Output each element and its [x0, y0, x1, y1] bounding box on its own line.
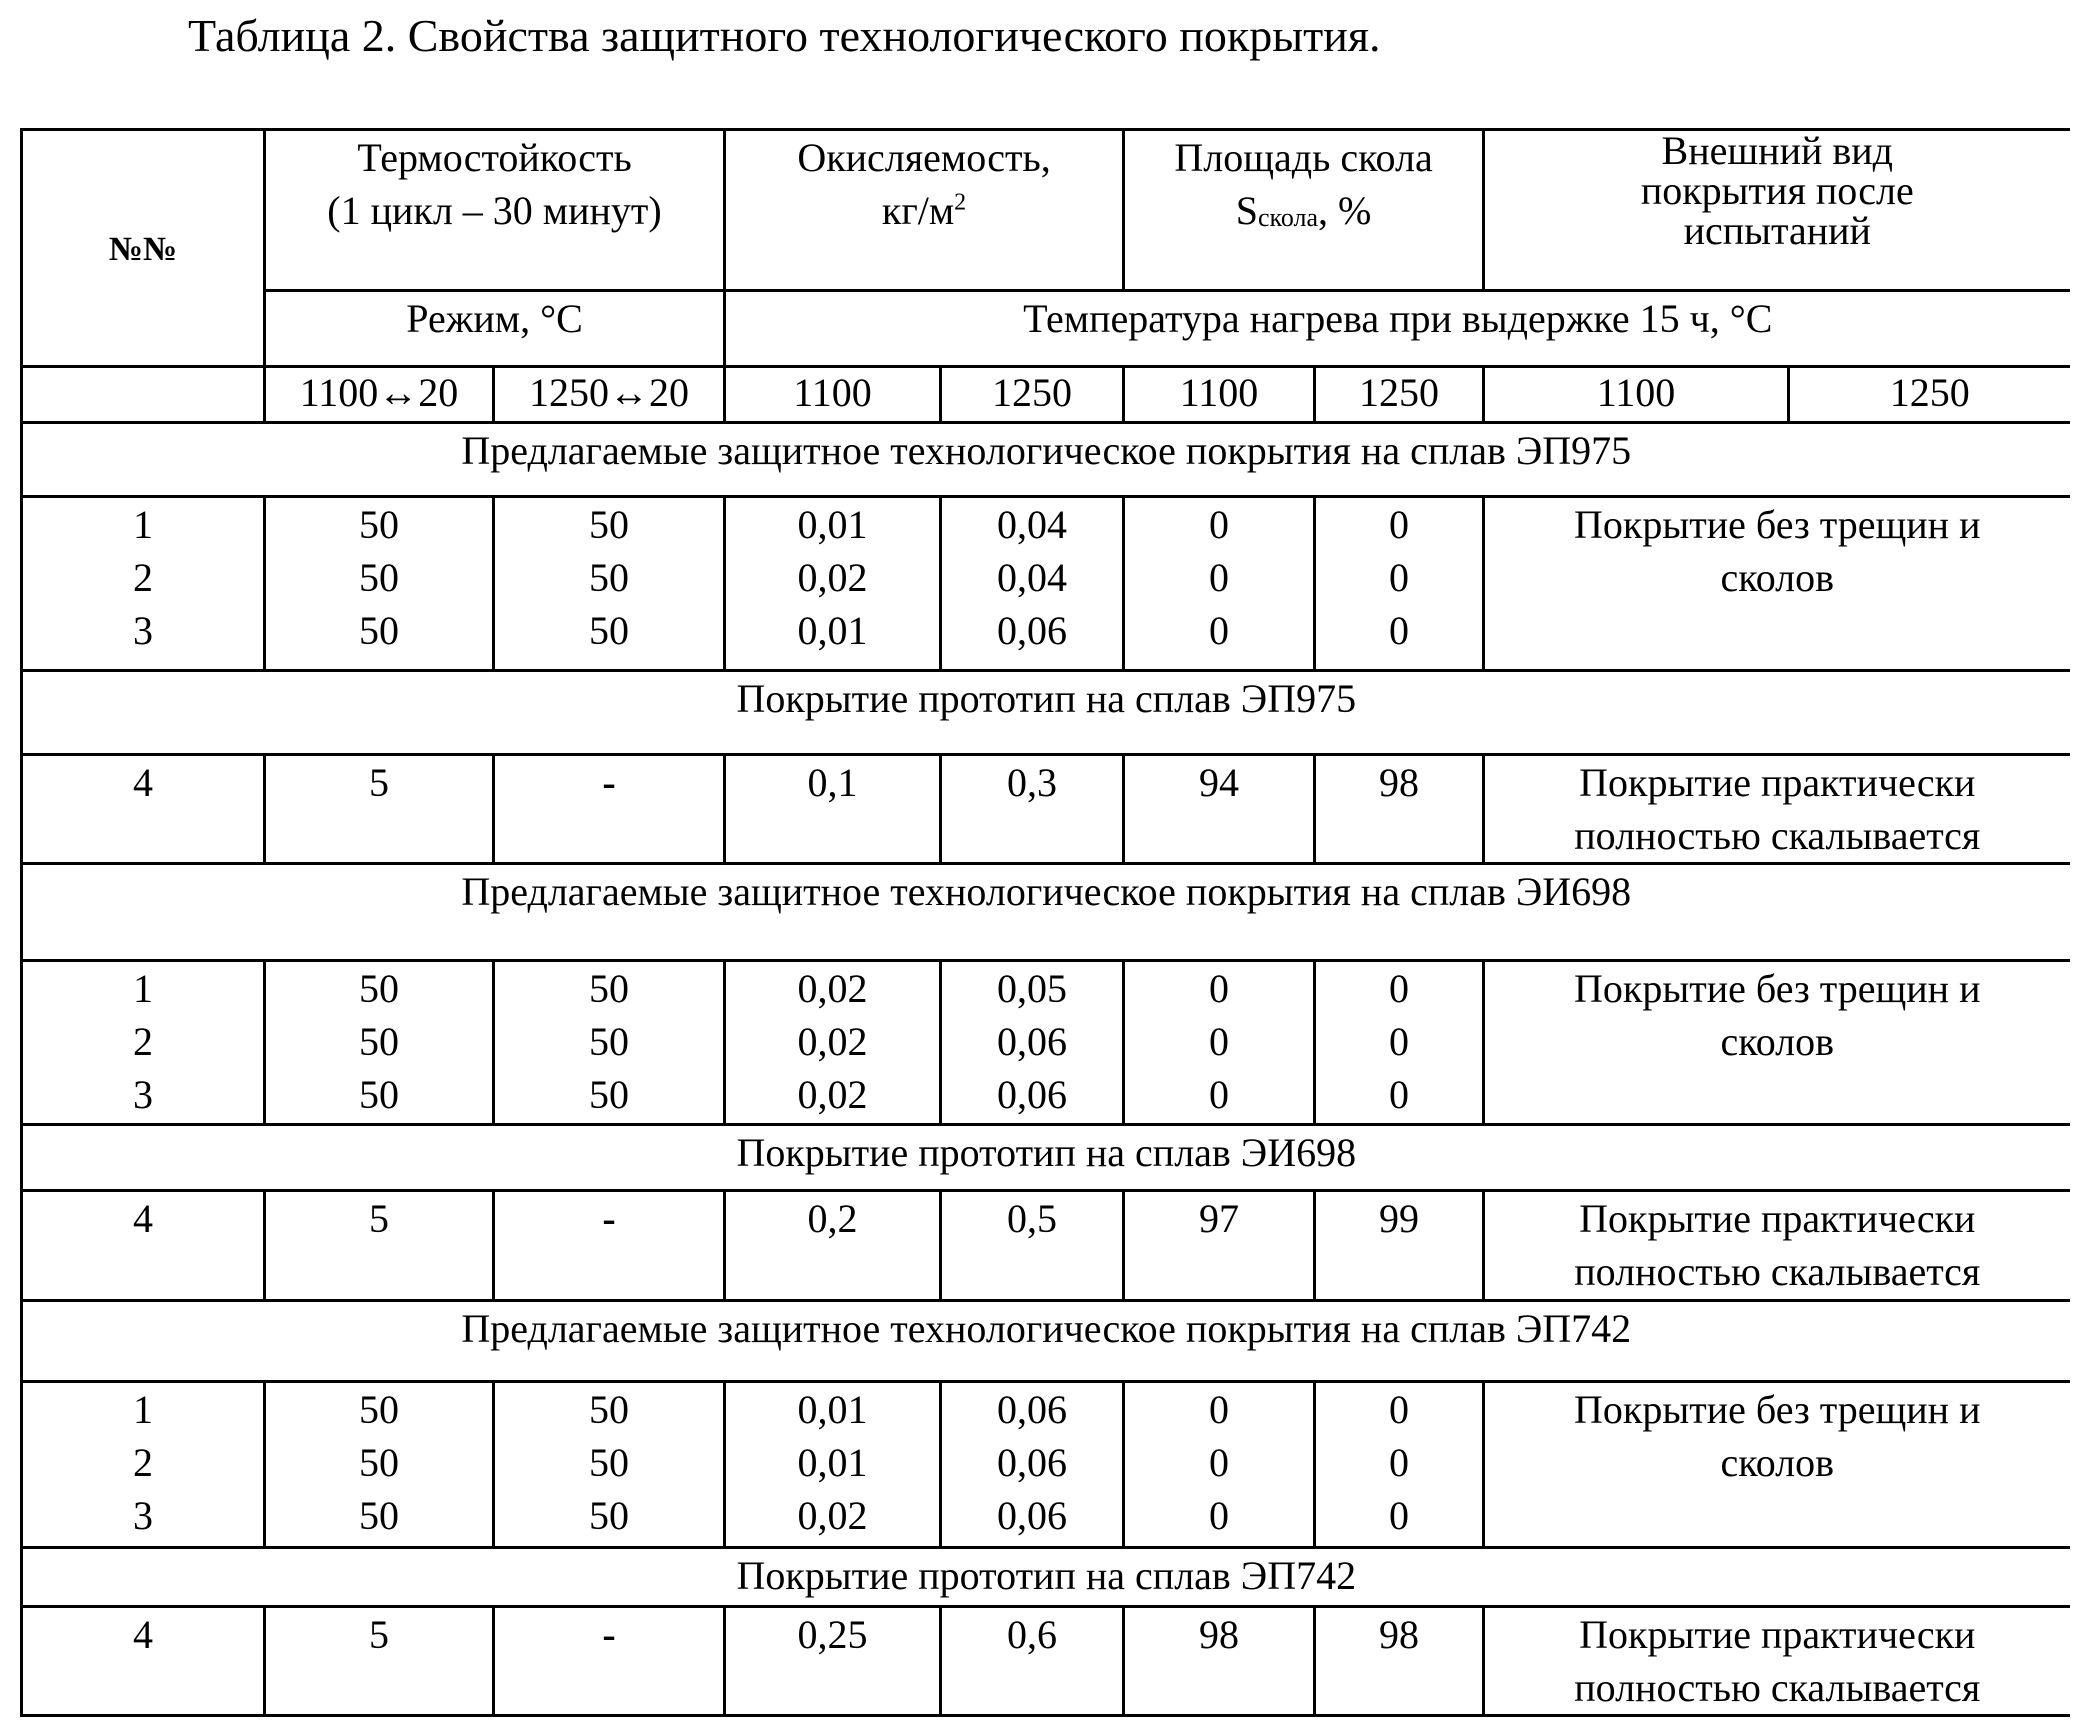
- cell-value: 5: [266, 1608, 492, 1661]
- header-thermo-label: Термостойкость: [266, 131, 723, 184]
- data-row-group: [22, 1607, 2070, 1716]
- header-oxidation-label: Окисляемость,: [726, 131, 1122, 184]
- cell-value: 50: [266, 962, 492, 1015]
- data-row-group: [22, 1191, 2070, 1301]
- cell-value: 0,5: [942, 1192, 1122, 1245]
- cell-value: 0,06: [942, 1489, 1122, 1542]
- header-chip-label: Площадь скола: [1125, 131, 1482, 184]
- cell-value: 0,01: [726, 1383, 939, 1436]
- cell-value: 0,01: [726, 1436, 939, 1489]
- cell-value: 98: [1316, 1608, 1482, 1661]
- data-cell: [265, 755, 494, 864]
- appearance-cell: [1484, 497, 2070, 671]
- cell-value: 0: [1125, 498, 1313, 551]
- appearance-cell: [1484, 1382, 2070, 1548]
- cell-value: 50: [495, 962, 723, 1015]
- data-cell: [941, 1607, 1124, 1716]
- cell-value: 0: [1316, 604, 1482, 657]
- data-row-group: [22, 961, 2070, 1125]
- appearance-line: сколов: [1485, 1015, 2070, 1068]
- section-title: Покрытие прототип на сплав ЭИ698: [22, 1125, 2070, 1191]
- temperature-label: Температура нагрева при выдержке 15 ч,: [1023, 296, 1730, 341]
- data-cell: [725, 1607, 941, 1716]
- data-row-group: [22, 497, 2070, 671]
- cell-value: 99: [1316, 1192, 1482, 1245]
- cell-value: 0,2: [726, 1192, 939, 1245]
- cell-value: 2: [23, 1436, 263, 1489]
- appearance-cell: [1484, 1191, 2070, 1301]
- data-cell: [1315, 961, 1484, 1125]
- data-cell: [941, 1191, 1124, 1301]
- cell-value: 0,01: [726, 498, 939, 551]
- cell-value: 0: [1316, 1015, 1482, 1068]
- cell-value: 0,25: [726, 1608, 939, 1661]
- data-cell: [725, 755, 941, 864]
- cell-value: -: [495, 756, 723, 809]
- cell-value: 50: [266, 604, 492, 657]
- data-row-group: [22, 1382, 2070, 1548]
- appearance-cell: [1484, 755, 2070, 864]
- data-cell: [1315, 755, 1484, 864]
- cell-value: 0,01: [726, 604, 939, 657]
- data-cell: [941, 755, 1124, 864]
- cell-value: 0,02: [726, 1015, 939, 1068]
- cell-value: 1: [23, 1383, 263, 1436]
- cell-value: 2: [23, 1015, 263, 1068]
- cell-value: 0,04: [942, 551, 1122, 604]
- header-row-subcols: [22, 367, 2070, 423]
- section-title: Покрытие прототип на сплав ЭП742: [22, 1548, 2070, 1607]
- section-title-row: [22, 864, 2070, 961]
- data-cell: [265, 497, 494, 671]
- data-cell: [1315, 1382, 1484, 1548]
- cell-value: 3: [23, 1068, 263, 1121]
- header-appearance: [1484, 130, 2070, 291]
- cell-value: 0,02: [726, 962, 939, 1015]
- cell-value: 50: [266, 1489, 492, 1542]
- header-appearance-l1: Внешний вид: [1485, 131, 2070, 171]
- appearance-line: полностью скалывается: [1485, 809, 2070, 862]
- data-cell: [1124, 755, 1315, 864]
- cell-value: 50: [495, 551, 723, 604]
- data-cell: [725, 1191, 941, 1301]
- subcol-empty: [22, 367, 265, 423]
- cell-value: 0: [1125, 962, 1313, 1015]
- appearance-line: Покрытие без трещин и: [1485, 962, 2070, 1015]
- data-cell: [941, 497, 1124, 671]
- cell-value: 3: [23, 604, 263, 657]
- cell-value: 1: [23, 962, 263, 1015]
- data-cell: [1124, 1607, 1315, 1716]
- header-chip-area: [1124, 130, 1484, 291]
- cell-value: 0: [1316, 1489, 1482, 1542]
- cell-value: 50: [266, 1068, 492, 1121]
- cell-value: 0,06: [942, 1015, 1122, 1068]
- subcol: 1100: [1124, 367, 1315, 423]
- data-cell: [494, 1382, 725, 1548]
- subcol: 1100: [725, 367, 941, 423]
- appearance-cell: [1484, 961, 2070, 1125]
- cell-value: 0: [1125, 604, 1313, 657]
- data-cell: [1124, 497, 1315, 671]
- header-appearance-l2: покрытия после: [1485, 171, 2070, 211]
- subcol: 1250: [1315, 367, 1484, 423]
- appearance-line: полностью скалывается: [1485, 1661, 2070, 1714]
- section-title: Предлагаемые защитное технологическое покрытия на сплав ЭИ698: [22, 864, 2070, 961]
- data-cell: [22, 961, 265, 1125]
- data-row-group: [22, 755, 2070, 864]
- chip-symbol: S: [1236, 188, 1258, 233]
- cell-value: 50: [266, 1436, 492, 1489]
- cell-value: 0: [1316, 498, 1482, 551]
- cell-value: 97: [1125, 1192, 1313, 1245]
- cell-value: 0: [1316, 962, 1482, 1015]
- header-appearance-l3: испытаний: [1485, 211, 2070, 251]
- subcol: 1250↔20: [494, 367, 725, 423]
- subcol: 1100↔20: [265, 367, 494, 423]
- cell-value: 50: [495, 1383, 723, 1436]
- cell-value: 0: [1125, 1383, 1313, 1436]
- header-mode: Режим, °С: [265, 291, 725, 367]
- section-title-row: [22, 1125, 2070, 1191]
- cell-value: 0,6: [942, 1608, 1122, 1661]
- subcol: 1100: [1484, 367, 1789, 423]
- section-title-row: [22, 1548, 2070, 1607]
- section-title-row: [22, 423, 2070, 497]
- cell-value: 50: [495, 604, 723, 657]
- chip-percent: , %: [1318, 188, 1371, 233]
- cell-value: 50: [495, 1068, 723, 1121]
- data-cell: [494, 755, 725, 864]
- header-temperature: [725, 291, 2070, 367]
- section-title-row: [22, 671, 2070, 755]
- data-cell: [494, 1607, 725, 1716]
- cell-value: 0: [1125, 1015, 1313, 1068]
- subcol: 1250: [1789, 367, 2070, 423]
- cell-value: 0,3: [942, 756, 1122, 809]
- cell-value: 50: [266, 1383, 492, 1436]
- cell-value: 50: [266, 551, 492, 604]
- cell-value: 1: [23, 498, 263, 551]
- cell-value: 50: [495, 498, 723, 551]
- cell-value: 50: [495, 1436, 723, 1489]
- oxidation-unit-text: кг/м: [882, 188, 954, 233]
- data-cell: [22, 1191, 265, 1301]
- data-cell: [265, 1191, 494, 1301]
- cell-value: 2: [23, 551, 263, 604]
- data-cell: [265, 961, 494, 1125]
- appearance-line: сколов: [1485, 551, 2070, 604]
- cell-value: 0: [1125, 1489, 1313, 1542]
- cell-value: 4: [23, 756, 263, 809]
- data-cell: [1124, 961, 1315, 1125]
- cell-value: 50: [495, 1489, 723, 1542]
- cell-value: 0,04: [942, 498, 1122, 551]
- temperature-degree: °С: [1730, 296, 1773, 341]
- cell-value: 0: [1125, 551, 1313, 604]
- data-cell: [265, 1607, 494, 1716]
- data-cell: [265, 1382, 494, 1548]
- cell-value: -: [495, 1608, 723, 1661]
- section-title-row: [22, 1301, 2070, 1382]
- subcol: 1250: [941, 367, 1124, 423]
- cell-value: 0,02: [726, 551, 939, 604]
- cell-value: -: [495, 1192, 723, 1245]
- cell-value: 98: [1316, 756, 1482, 809]
- data-cell: [22, 755, 265, 864]
- header-thermo-sub: (1 цикл – 30 минут): [266, 184, 723, 237]
- data-cell: [725, 497, 941, 671]
- cell-value: 0: [1125, 1068, 1313, 1121]
- properties-table: [20, 128, 2070, 1717]
- cell-value: 0: [1125, 1436, 1313, 1489]
- appearance-line: полностью скалывается: [1485, 1245, 2070, 1298]
- oxidation-unit-sup: 2: [954, 190, 966, 216]
- header-number-label: №№: [109, 231, 177, 268]
- header-number: [22, 130, 265, 367]
- header-row-units: [22, 291, 2070, 367]
- section-title: Покрытие прототип на сплав ЭП975: [22, 671, 2070, 755]
- cell-value: 50: [495, 1015, 723, 1068]
- data-cell: [1315, 1607, 1484, 1716]
- data-cell: [1315, 1191, 1484, 1301]
- section-title: Предлагаемые защитное технологическое покрытия на сплав ЭП742: [22, 1301, 2070, 1382]
- appearance-line: Покрытие практически: [1485, 1608, 2070, 1661]
- cell-value: 0: [1316, 1068, 1482, 1121]
- data-cell: [494, 961, 725, 1125]
- data-cell: [22, 497, 265, 671]
- data-cell: [941, 961, 1124, 1125]
- data-cell: [22, 1382, 265, 1548]
- section-title: Предлагаемые защитное технологическое покрытия на сплав ЭП975: [22, 423, 2070, 497]
- cell-value: 0,06: [942, 1436, 1122, 1489]
- data-cell: [494, 497, 725, 671]
- cell-value: 94: [1125, 756, 1313, 809]
- chip-symbol-sub: скола: [1258, 203, 1318, 232]
- cell-value: 4: [23, 1192, 263, 1245]
- cell-value: 3: [23, 1489, 263, 1542]
- header-oxidation-unit: [726, 184, 1122, 237]
- data-cell: [1124, 1191, 1315, 1301]
- header-row: [22, 130, 2070, 291]
- cell-value: 50: [266, 1015, 492, 1068]
- data-cell: [494, 1191, 725, 1301]
- cell-value: 98: [1125, 1608, 1313, 1661]
- appearance-line: Покрытие практически: [1485, 1192, 2070, 1245]
- table-caption: Таблица 2. Свойства защитного технологического покрытия.: [188, 6, 1381, 66]
- appearance-cell: [1484, 1607, 2070, 1716]
- cell-value: 0: [1316, 551, 1482, 604]
- appearance-line: сколов: [1485, 1436, 2070, 1489]
- cell-value: 50: [266, 498, 492, 551]
- header-oxidation: [725, 130, 1124, 291]
- cell-value: 4: [23, 1608, 263, 1661]
- data-cell: [941, 1382, 1124, 1548]
- appearance-line: Покрытие без трещин и: [1485, 1383, 2070, 1436]
- appearance-line: Покрытие без трещин и: [1485, 498, 2070, 551]
- cell-value: 0,06: [942, 604, 1122, 657]
- data-cell: [22, 1607, 265, 1716]
- data-cell: [1124, 1382, 1315, 1548]
- cell-value: 5: [266, 756, 492, 809]
- cell-value: 0,06: [942, 1383, 1122, 1436]
- cell-value: 0,1: [726, 756, 939, 809]
- data-cell: [725, 1382, 941, 1548]
- cell-value: 0,06: [942, 1068, 1122, 1121]
- cell-value: 0,02: [726, 1489, 939, 1542]
- cell-value: 5: [266, 1192, 492, 1245]
- cell-value: 0: [1316, 1383, 1482, 1436]
- cell-value: 0,05: [942, 962, 1122, 1015]
- header-chip-symbol: [1125, 184, 1482, 237]
- data-cell: [725, 961, 941, 1125]
- cell-value: 0,02: [726, 1068, 939, 1121]
- appearance-line: Покрытие практически: [1485, 756, 2070, 809]
- cell-value: 0: [1316, 1436, 1482, 1489]
- data-cell: [1315, 497, 1484, 671]
- header-thermo: [265, 130, 725, 291]
